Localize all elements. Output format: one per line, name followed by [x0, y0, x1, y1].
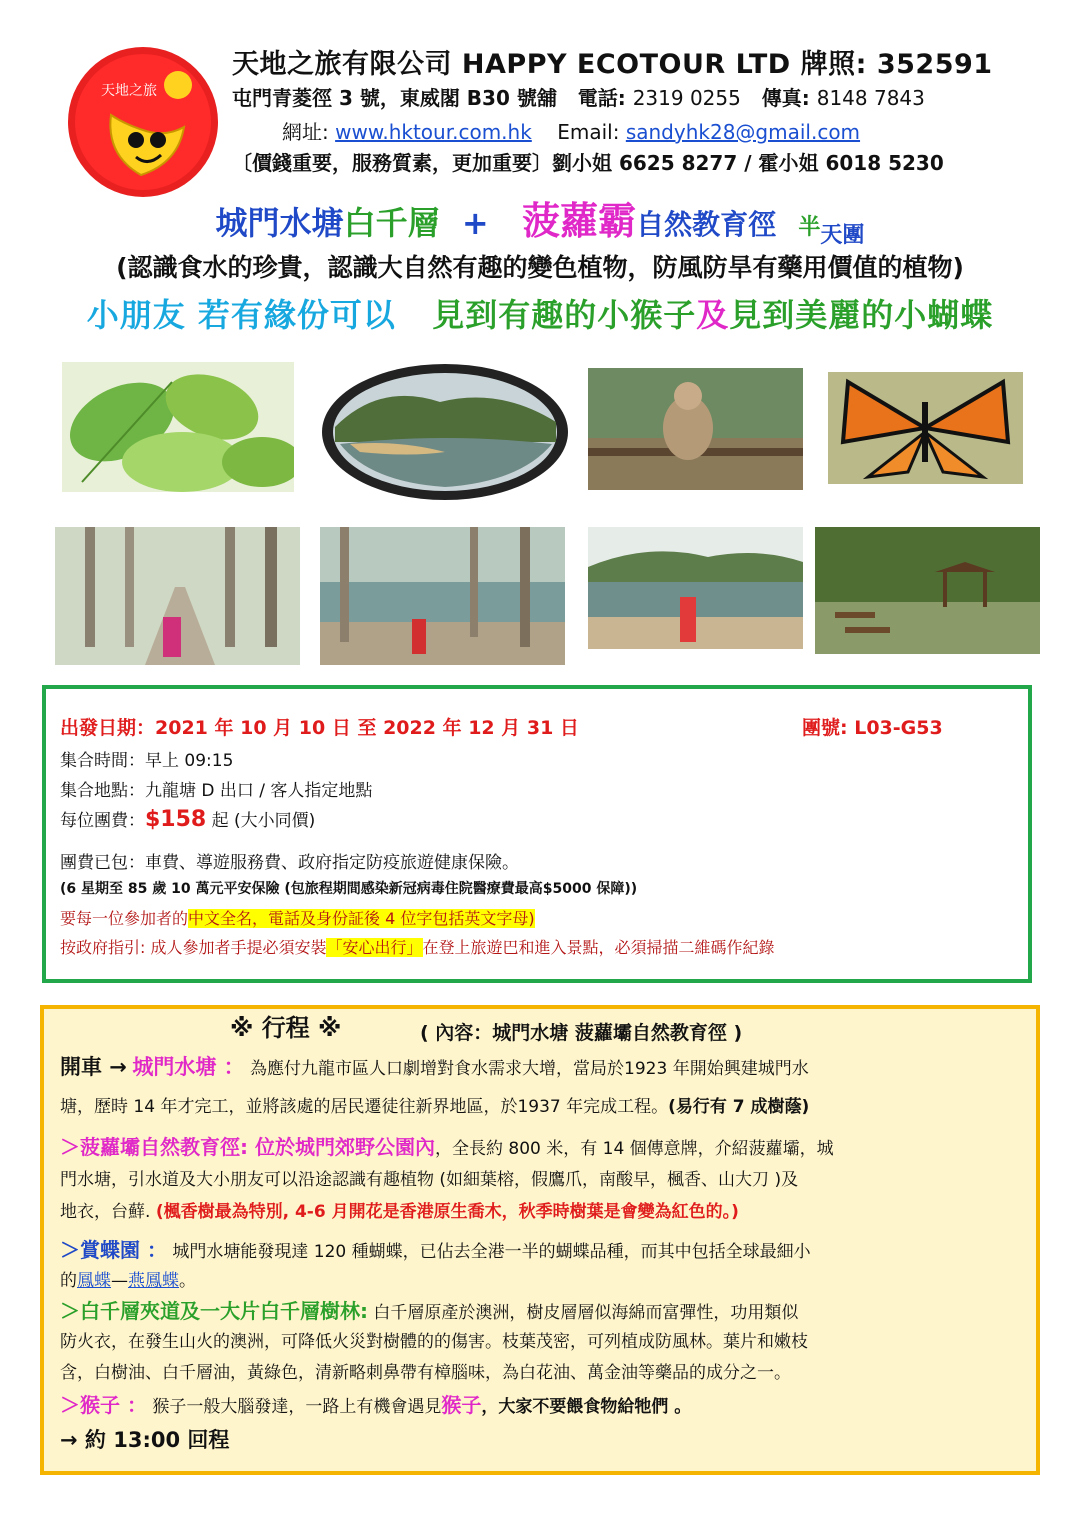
requirement-highlight: 中文全名，電話及身份証後 4 位字包括英文字母): [188, 909, 535, 928]
stop-paperbark-text-a: 白千層原產於澳洲，樹皮層層似海綿而富彈性，功用類似: [373, 1303, 799, 1323]
title-part-trail: 自然教育徑: [636, 208, 777, 241]
return-time: → 約 13:00 回程: [60, 1428, 230, 1452]
stop-reservoir-note: (易行有 7 成樹蔭): [668, 1097, 810, 1117]
stop-reservoir: [60, 1052, 809, 1084]
stop-butterfly-text-b: 的: [60, 1271, 77, 1291]
license-label: 牌照:: [800, 49, 867, 80]
stop-paperbark: [60, 1296, 798, 1328]
highlight-butterfly: 見到美麗的小蝴蝶: [729, 296, 994, 334]
stop-paperbark-name: ＞白千層夾道及一大片白千層樹林:: [60, 1299, 368, 1323]
fax-label: 傳真:: [761, 86, 810, 110]
company-name-line: [232, 42, 993, 81]
svg-text:天地之旅: 天地之旅: [101, 83, 157, 99]
fee-value: $158: [145, 807, 207, 832]
company-name-en: HAPPY ECOTOUR LTD: [461, 49, 791, 80]
stop-butterfly-name: ＞賞蝶園 ：: [60, 1238, 167, 1262]
stop-trail: [60, 1132, 834, 1164]
fee-includes: 團費已包：車費、導遊服務費、政府指定防疫旅遊健康保險。: [60, 853, 519, 873]
requirement-note: [60, 906, 535, 929]
highlight-kids: 小朋友 若有緣份可以: [86, 296, 396, 334]
stop-trail-text-b: 門水塘，引水道及大小朋友可以沿途認識有趣植物 (如細葉榕，假鷹爪，南酸早，楓香、山大刀 )及: [60, 1170, 799, 1190]
stop-reservoir-lead: 開車 →: [60, 1055, 127, 1079]
website-link[interactable]: www.hktour.com.hk: [335, 120, 532, 144]
stop-paperbark-text-b: 防火衣，在發生山火的澳洲，可降低火災對樹體的的傷害。枝葉茂密，可列植成防風林。葉片和嫩枝: [60, 1332, 808, 1352]
stop-trail-note: (楓香樹最為特別, 4-6 月開花是香港原生喬木，秋季時樹葉是會變為紅色的。): [155, 1202, 739, 1222]
stop-monkey-text-c: ，大家不要餵食物給牠們 。: [481, 1397, 692, 1417]
highlight-monkey: 見到有趣的小猴子: [432, 296, 697, 334]
gov-guideline: [60, 935, 775, 958]
swallowtail-species-link[interactable]: 燕鳳蝶: [128, 1271, 179, 1291]
stop-monkey-word: 猴子: [441, 1393, 482, 1417]
stop-trail-end: [60, 1197, 739, 1227]
photo-butterfly: [828, 372, 1023, 484]
highlight-and: 及: [696, 296, 730, 334]
title-part-reservoir: 城門水塘: [215, 204, 344, 242]
photo-lakeside-trees: [320, 527, 565, 665]
stop-monkey: [60, 1390, 691, 1422]
photo-monkey: [588, 368, 803, 490]
insurance-note: (6 星期至 85 歲 10 萬元平安保險 (包旅程期間感染新冠病毒住院醫療費最高$5000 保障)): [60, 881, 638, 897]
photo-leaves: [62, 362, 294, 492]
period: 。: [179, 1271, 196, 1291]
stop-reservoir-cont: [60, 1092, 809, 1122]
fee-label: 每位團費：: [60, 811, 145, 831]
departure-date-value: 2021 年 10 月 10 日 至 2022 年 12 月 31 日: [155, 717, 579, 739]
stop-trail-name: ＞菠蘿壩自然教育徑: 位於城門郊野公園內: [60, 1135, 435, 1159]
gov-guideline-lead: 按政府指引: 成人參加者手提必須安裝: [60, 938, 327, 957]
stop-paperbark-text-c: 含，白樹油、白千層油，黃綠色，清新略刺鼻帶有樟腦味，為白花油、萬金油等藥品的成分之一。: [60, 1363, 791, 1383]
tel-number: 2319 0255: [632, 86, 741, 110]
photo-reservoir-person: [588, 527, 803, 649]
tour-highlight: [0, 290, 1080, 336]
requirement-lead: 要每一位參加者的: [60, 909, 189, 928]
tel-label: 電話:: [577, 86, 626, 110]
stop-butterfly-garden: [60, 1235, 811, 1267]
fee-line: [60, 806, 315, 832]
swallowtail-link[interactable]: 鳳蝶: [77, 1271, 111, 1291]
web-line: [282, 116, 860, 145]
license-number: 352591: [876, 49, 993, 80]
company-name-cn: 天地之旅有限公司: [232, 49, 452, 80]
departure-date-line: [60, 713, 579, 740]
tour-number: 團號: L03-G53: [802, 717, 943, 739]
meeting-time: 集合時間：早上 09:15: [60, 751, 234, 771]
title-plus: +: [461, 204, 489, 242]
address-line: [232, 82, 925, 111]
address: 屯門青菱徑 3 號，東威閣 B30 號舖: [232, 86, 557, 110]
meeting-place: 集合地點：九龍塘 D 出口 / 客人指定地點: [60, 781, 373, 801]
itinerary-heading: ※ 行程 ※: [230, 1014, 342, 1042]
itinerary-content: ( 內容：城門水塘 菠蘿壩自然教育徑 ): [420, 1022, 743, 1044]
company-logo: [66, 45, 221, 200]
tour-title: [0, 190, 1080, 248]
email-link[interactable]: sandyhk28@gmail.com: [625, 120, 861, 144]
tour-subtitle: (認識食水的珍貴，認識大自然有趣的變色植物，防風防旱有藥用價值的植物): [116, 253, 964, 282]
title-part-half: 半: [798, 215, 821, 240]
leavehomesafe-app: 「安心出行」: [326, 938, 423, 957]
stop-monkey-name: ＞猴子 ：: [60, 1393, 147, 1417]
stop-reservoir-text-a: 為應付九龍市區人口劇增對食水需求大增，當局於1923 年開始興建城門水: [250, 1059, 809, 1079]
stop-reservoir-text-b: 塘，歷時 14 年才完工，並將該處的居民遷徒往新界地區，於1937 年完成工程。: [60, 1097, 669, 1117]
email-label: Email:: [557, 120, 620, 144]
gov-guideline-rest: 在登上旅遊巴和進入景點，必須掃描二維碼作紀錄: [422, 938, 775, 957]
stop-trail-text-c: 地衣，台蘚.: [60, 1202, 151, 1222]
photo-tree-avenue: [55, 527, 300, 665]
stop-butterfly-cont: [60, 1266, 196, 1296]
title-part-day: 天團: [820, 223, 865, 248]
photo-reservoir-oval: [320, 362, 570, 502]
fee-suffix: 起 (大小同價): [211, 811, 316, 831]
stop-butterfly-text-a: 城門水塘能發現達 120 種蝴蝶，已佔去全港一半的蝴蝶品種，而其中包括全球最細小: [172, 1242, 811, 1262]
stop-reservoir-name: 城門水塘 ：: [132, 1055, 245, 1079]
stop-monkey-text-a: 猴子一般大腦發達，一路上有機會遇見: [152, 1397, 442, 1417]
title-part-trail-name: 菠蘿霸: [522, 199, 637, 243]
departure-date-label: 出發日期：: [60, 717, 156, 739]
photo-picnic-area: [815, 527, 1040, 654]
stop-trail-text-a: ，全長約 800 米，有 14 個傳意牌，介紹菠蘿壩，城: [434, 1139, 834, 1159]
title-part-tree: 白千層: [343, 204, 440, 242]
dash: —: [111, 1271, 128, 1291]
contact-line: 〔價錢重要，服務質素，更加重要〕劉小姐 6625 8277 / 霍小姐 6018 5230: [232, 151, 944, 175]
web-label: 網址:: [282, 120, 329, 144]
fax-number: 8148 7843: [816, 86, 925, 110]
